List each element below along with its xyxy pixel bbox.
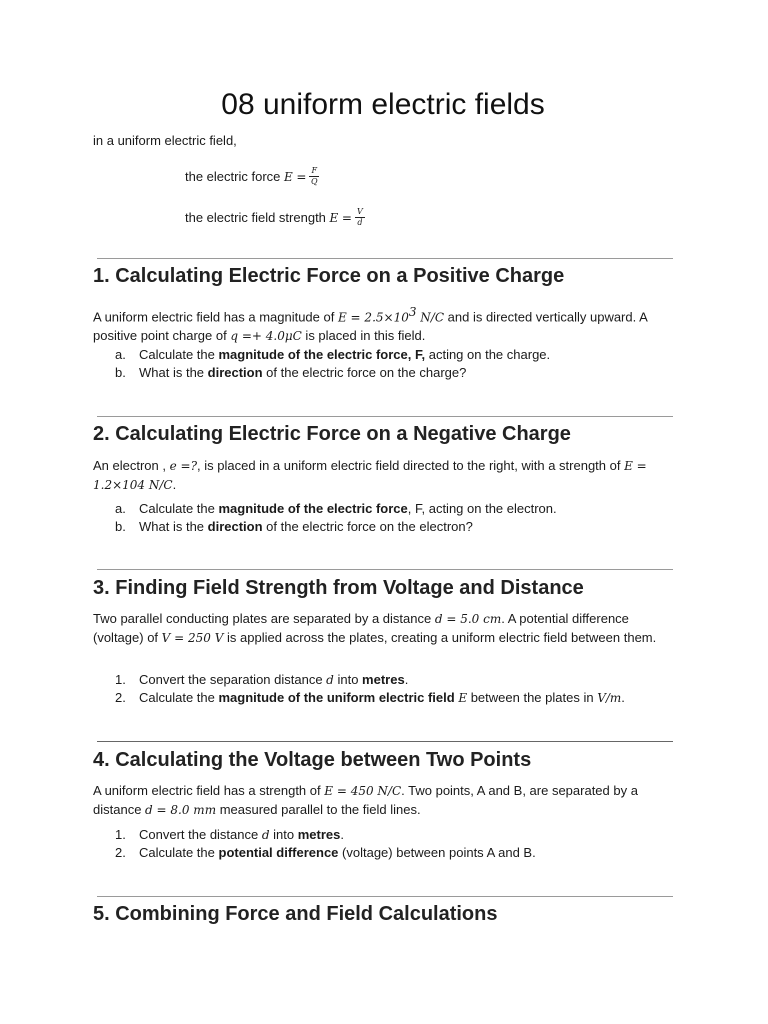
bold-text: direction [207, 519, 263, 534]
section-3-paragraph [93, 610, 673, 647]
text: Convert the separation distance [139, 672, 327, 687]
list-item [93, 346, 673, 364]
formula-fraction [309, 166, 319, 187]
math: e =? [169, 459, 198, 473]
math: V/m [597, 691, 622, 705]
list-item [93, 671, 673, 689]
section-divider [97, 416, 673, 417]
text: Two parallel conducting plates are separated by a distance [93, 611, 432, 626]
text: . [340, 827, 344, 842]
formula-label: the electric field strength [185, 210, 326, 225]
list-item [93, 500, 673, 518]
section-1-heading: 1. Calculating Electric Force on a Positive Charge [93, 265, 565, 287]
formula-field-strength [185, 207, 365, 228]
text: , is placed in a uniform electric field directed to the right, with a strength of [197, 458, 621, 473]
bold-text: potential difference [218, 845, 339, 860]
section-4-paragraph [93, 782, 673, 819]
list-marker: b. [115, 519, 126, 534]
text: Calculate the [139, 347, 219, 362]
section-4-heading: 4. Calculating the Voltage between Two Points [93, 749, 532, 771]
fraction-numerator: V [356, 207, 363, 216]
text: between the plates in [467, 690, 598, 705]
bold-text: metres [362, 672, 405, 687]
list-item [93, 518, 673, 536]
text: A uniform electric field has a magnitude of [93, 309, 335, 325]
bold-text: magnitude of the electric force, F, [218, 347, 426, 362]
text: (voltage) between points A and B. [338, 845, 536, 860]
list-item [93, 844, 673, 862]
text: What is the [139, 519, 208, 534]
text: into [333, 672, 363, 687]
bold-text: direction [207, 365, 263, 380]
list-marker: a. [115, 501, 126, 516]
text: of the electric force on the electron? [262, 519, 473, 534]
section-5-heading: 5. Combining Force and Field Calculations [93, 903, 498, 925]
section-divider [97, 896, 673, 897]
bold-text: magnitude of the electric force [218, 501, 408, 516]
text: . [172, 476, 177, 492]
math: E [458, 691, 468, 705]
bold-text: magnitude of the uniform electric field [218, 690, 455, 705]
text: is applied across the plates, creating a uniform electric field between them. [223, 629, 657, 645]
fraction-numerator: F [311, 166, 318, 175]
math: V = 250 V [161, 630, 224, 645]
math: E = 450 N/C [324, 784, 402, 798]
list-marker: 1. [115, 827, 126, 842]
formula-label: the electric force [185, 169, 281, 184]
math: d = 5.0 cm [434, 612, 502, 626]
fraction-denominator: Q [310, 177, 318, 186]
text: . A potential difference (voltage) of [93, 611, 629, 645]
section-divider [97, 258, 673, 259]
list-item [93, 689, 673, 707]
math: E = 2.5×10 [337, 310, 409, 325]
math-exponent: 3 [408, 305, 417, 319]
fraction-denominator: d [357, 218, 363, 227]
list-marker: 2. [115, 845, 126, 860]
text: Calculate the [139, 690, 219, 705]
formula-lhs: E [329, 210, 339, 225]
list-marker: 1. [115, 672, 126, 687]
text: is placed in this field. [301, 327, 426, 343]
list-marker: a. [115, 347, 126, 362]
bold-text: metres [297, 827, 341, 842]
section-divider [97, 569, 673, 570]
list-marker: b. [115, 365, 126, 380]
formula-electric-force [185, 166, 319, 187]
text: acting on the charge. [425, 347, 551, 362]
math: q =+ 4.0μC [230, 328, 302, 343]
text: into [269, 827, 298, 842]
math: d [326, 673, 334, 687]
page-title: 08 uniform electric fields [221, 88, 545, 121]
text: , F, acting on the electron. [407, 501, 557, 516]
text: Convert the distance [139, 827, 262, 842]
formula-fraction [355, 207, 365, 228]
math: E = 1.2×104 N/C [93, 459, 647, 492]
section-3-heading: 3. Finding Field Strength from Voltage and Distance [93, 577, 584, 599]
section-2-heading: 2. Calculating Electric Force on a Negative Charge [93, 423, 571, 445]
section-4-questions [93, 826, 673, 862]
section-1-questions [93, 346, 673, 382]
section-divider [97, 741, 673, 742]
section-2-questions [93, 500, 673, 536]
section-1-paragraph [93, 303, 673, 345]
text: and is directed vertically upward. A positive point charge of [93, 309, 648, 343]
section-3-questions [93, 671, 673, 707]
math: d = 8.0 mm [145, 802, 217, 817]
formula-equals: = [296, 169, 307, 184]
formula-equals: = [341, 210, 352, 225]
math: d [261, 828, 270, 842]
text: An electron , [93, 458, 166, 473]
list-item [93, 364, 673, 382]
text: of the electric force on the charge? [262, 365, 467, 380]
text: A uniform electric field has a strength of [93, 783, 321, 798]
text: What is the [139, 365, 208, 380]
text: measured parallel to the field lines. [216, 801, 421, 817]
text: . [404, 672, 409, 687]
list-item [93, 826, 673, 844]
text: Calculate the [139, 845, 219, 860]
text: . Two points, A and B, are separated by a distance [93, 783, 638, 817]
text: . [621, 690, 625, 705]
formula-lhs: E [284, 169, 293, 184]
list-marker: 2. [115, 690, 126, 705]
text: Calculate the [139, 501, 219, 516]
intro-text: in a uniform electric field, [93, 133, 237, 148]
section-2-paragraph [93, 457, 673, 494]
math: N/C [416, 310, 445, 325]
